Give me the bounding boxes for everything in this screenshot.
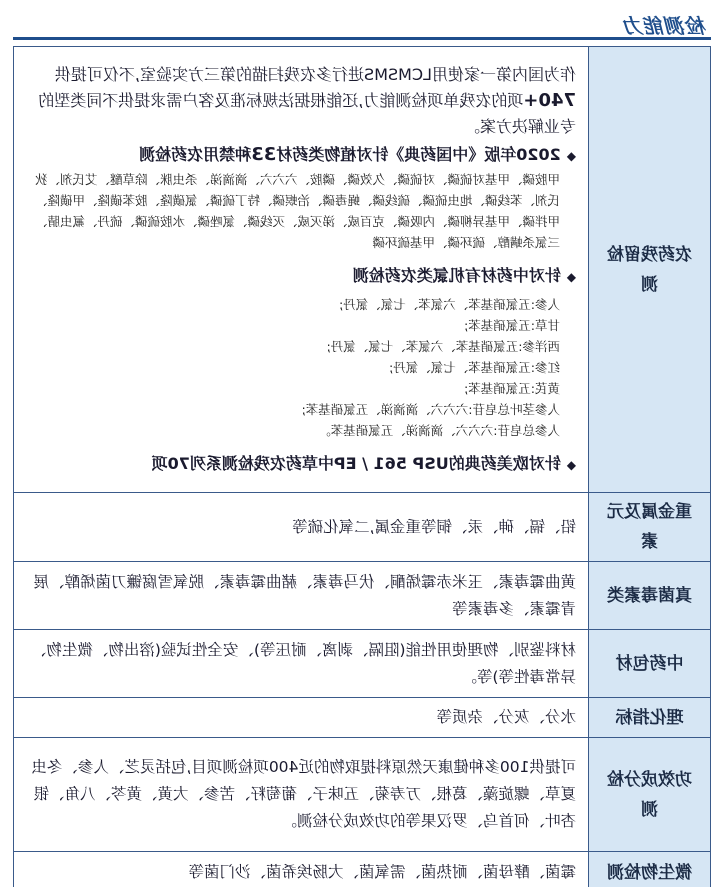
category-cell: 重金属及元素 [589, 493, 711, 562]
bullet-item: ◆2020年版《中国药典》针对植物类药材33种禁用农药检测 [139, 143, 576, 165]
category-cell: 真菌毒素类 [589, 562, 711, 630]
category-cell: 理化指标 [589, 698, 711, 738]
content-cell: 可提供100多种健康天然原料提取物的近400项检测项目,包括灵芝、人参、冬虫夏草、螺旋藻、葛根、万寿菊、五味子、葡萄籽、苦参、大黄、黄芩、八角、银杏叶、何首乌、罗汉果等的功效成分检测。 [14, 738, 589, 852]
content-cell [14, 47, 589, 493]
content-cell: 黄曲霉毒素、玉米赤霉烯酮、伏马毒素、赭曲霉毒素、脱氧雪腐镰刀菌烯醇、展青霉素、多毒素等 [14, 562, 589, 630]
table-row [14, 493, 711, 562]
diamond-icon: ◆ [566, 457, 576, 472]
pesticide-intro: 作为国内第一家使用LCMSMS进行多农残扫描的第三方实验室,不仅可提供740+项的农残单项检测能力,还能根据法规标准及客户需求提供不同类型的专业解决方案。 [38, 64, 576, 136]
bullet-item: ◆针对中药材有机氯类农药检测 [352, 265, 576, 285]
content-cell: 霉菌、酵母菌、耐热菌、需氧菌、大肠埃希菌、沙门菌等 [14, 852, 589, 887]
section-header [13, 8, 711, 40]
category-cell: 微生物检测 [589, 852, 711, 887]
content-cell: 铅、镉、砷、汞、铜等重金属,二氧化硫等 [14, 493, 589, 562]
category-cell: 农药残留检测 [589, 47, 711, 493]
table-row [14, 738, 711, 852]
list-item: 黄芪:五氯硝基苯; [464, 380, 560, 396]
diamond-icon: ◆ [566, 148, 576, 163]
table-row [14, 47, 711, 493]
table-row [14, 698, 711, 738]
list-item: 人参茎叶总皂苷:六六六、滴滴涕、五氯硝基苯; [301, 401, 560, 417]
capability-table [13, 46, 711, 887]
section-title: 检测能力 [623, 14, 707, 38]
content-cell: 材料鉴别、物理使用性能(阻隔、剥离、耐压等)、安全性试验(溶出物、微生物、异常毒性等)等。 [14, 630, 589, 698]
list-item: 西洋参:五氯硝基苯、六氯苯、七氯、氯丹; [326, 338, 560, 354]
list-item: 红参:五氯硝基苯、七氯、氯丹; [389, 359, 560, 375]
category-cell: 功效成分检测 [589, 738, 711, 852]
list-item: 人参:五氯硝基苯、六氯苯、七氯、氯丹; [339, 296, 560, 312]
table-row [14, 852, 711, 887]
organochlorine-list [26, 294, 576, 441]
table-row [14, 562, 711, 630]
diamond-icon: ◆ [566, 269, 576, 284]
banned-pesticide-list: 甲胺磷、甲基对硫磷、对硫磷、久效磷、磷胺、六六六、滴滴涕、杀虫脒、除草醚、艾氏剂、狄氏剂、苯线磷、地虫硫磷、硫线磷、蝇毒磷、治螟磷、特丁硫磷、氯磺隆、胺苯磺隆、甲磺隆、甲拌磷、甲基异柳磷、内吸磷、克百威、涕灭威、灭线磷、氯唑磷、水胺硫磷、硫丹、氟虫腈、三氯杀螨醇、硫环磷、甲基硫环磷 [34, 171, 560, 250]
table-row [14, 630, 711, 698]
list-item: 人参总皂苷:六六六、滴滴涕、五氯硝基苯。 [318, 422, 560, 438]
content-cell: 水分、灰分、杂质等 [14, 698, 589, 738]
bullet-item: ◆针对欧美药典的USP 561 / EP中草药农残检测系列70项 [151, 453, 576, 473]
category-cell: 中药包材 [589, 630, 711, 698]
list-item: 甘草:五氯硝基苯; [464, 317, 560, 333]
